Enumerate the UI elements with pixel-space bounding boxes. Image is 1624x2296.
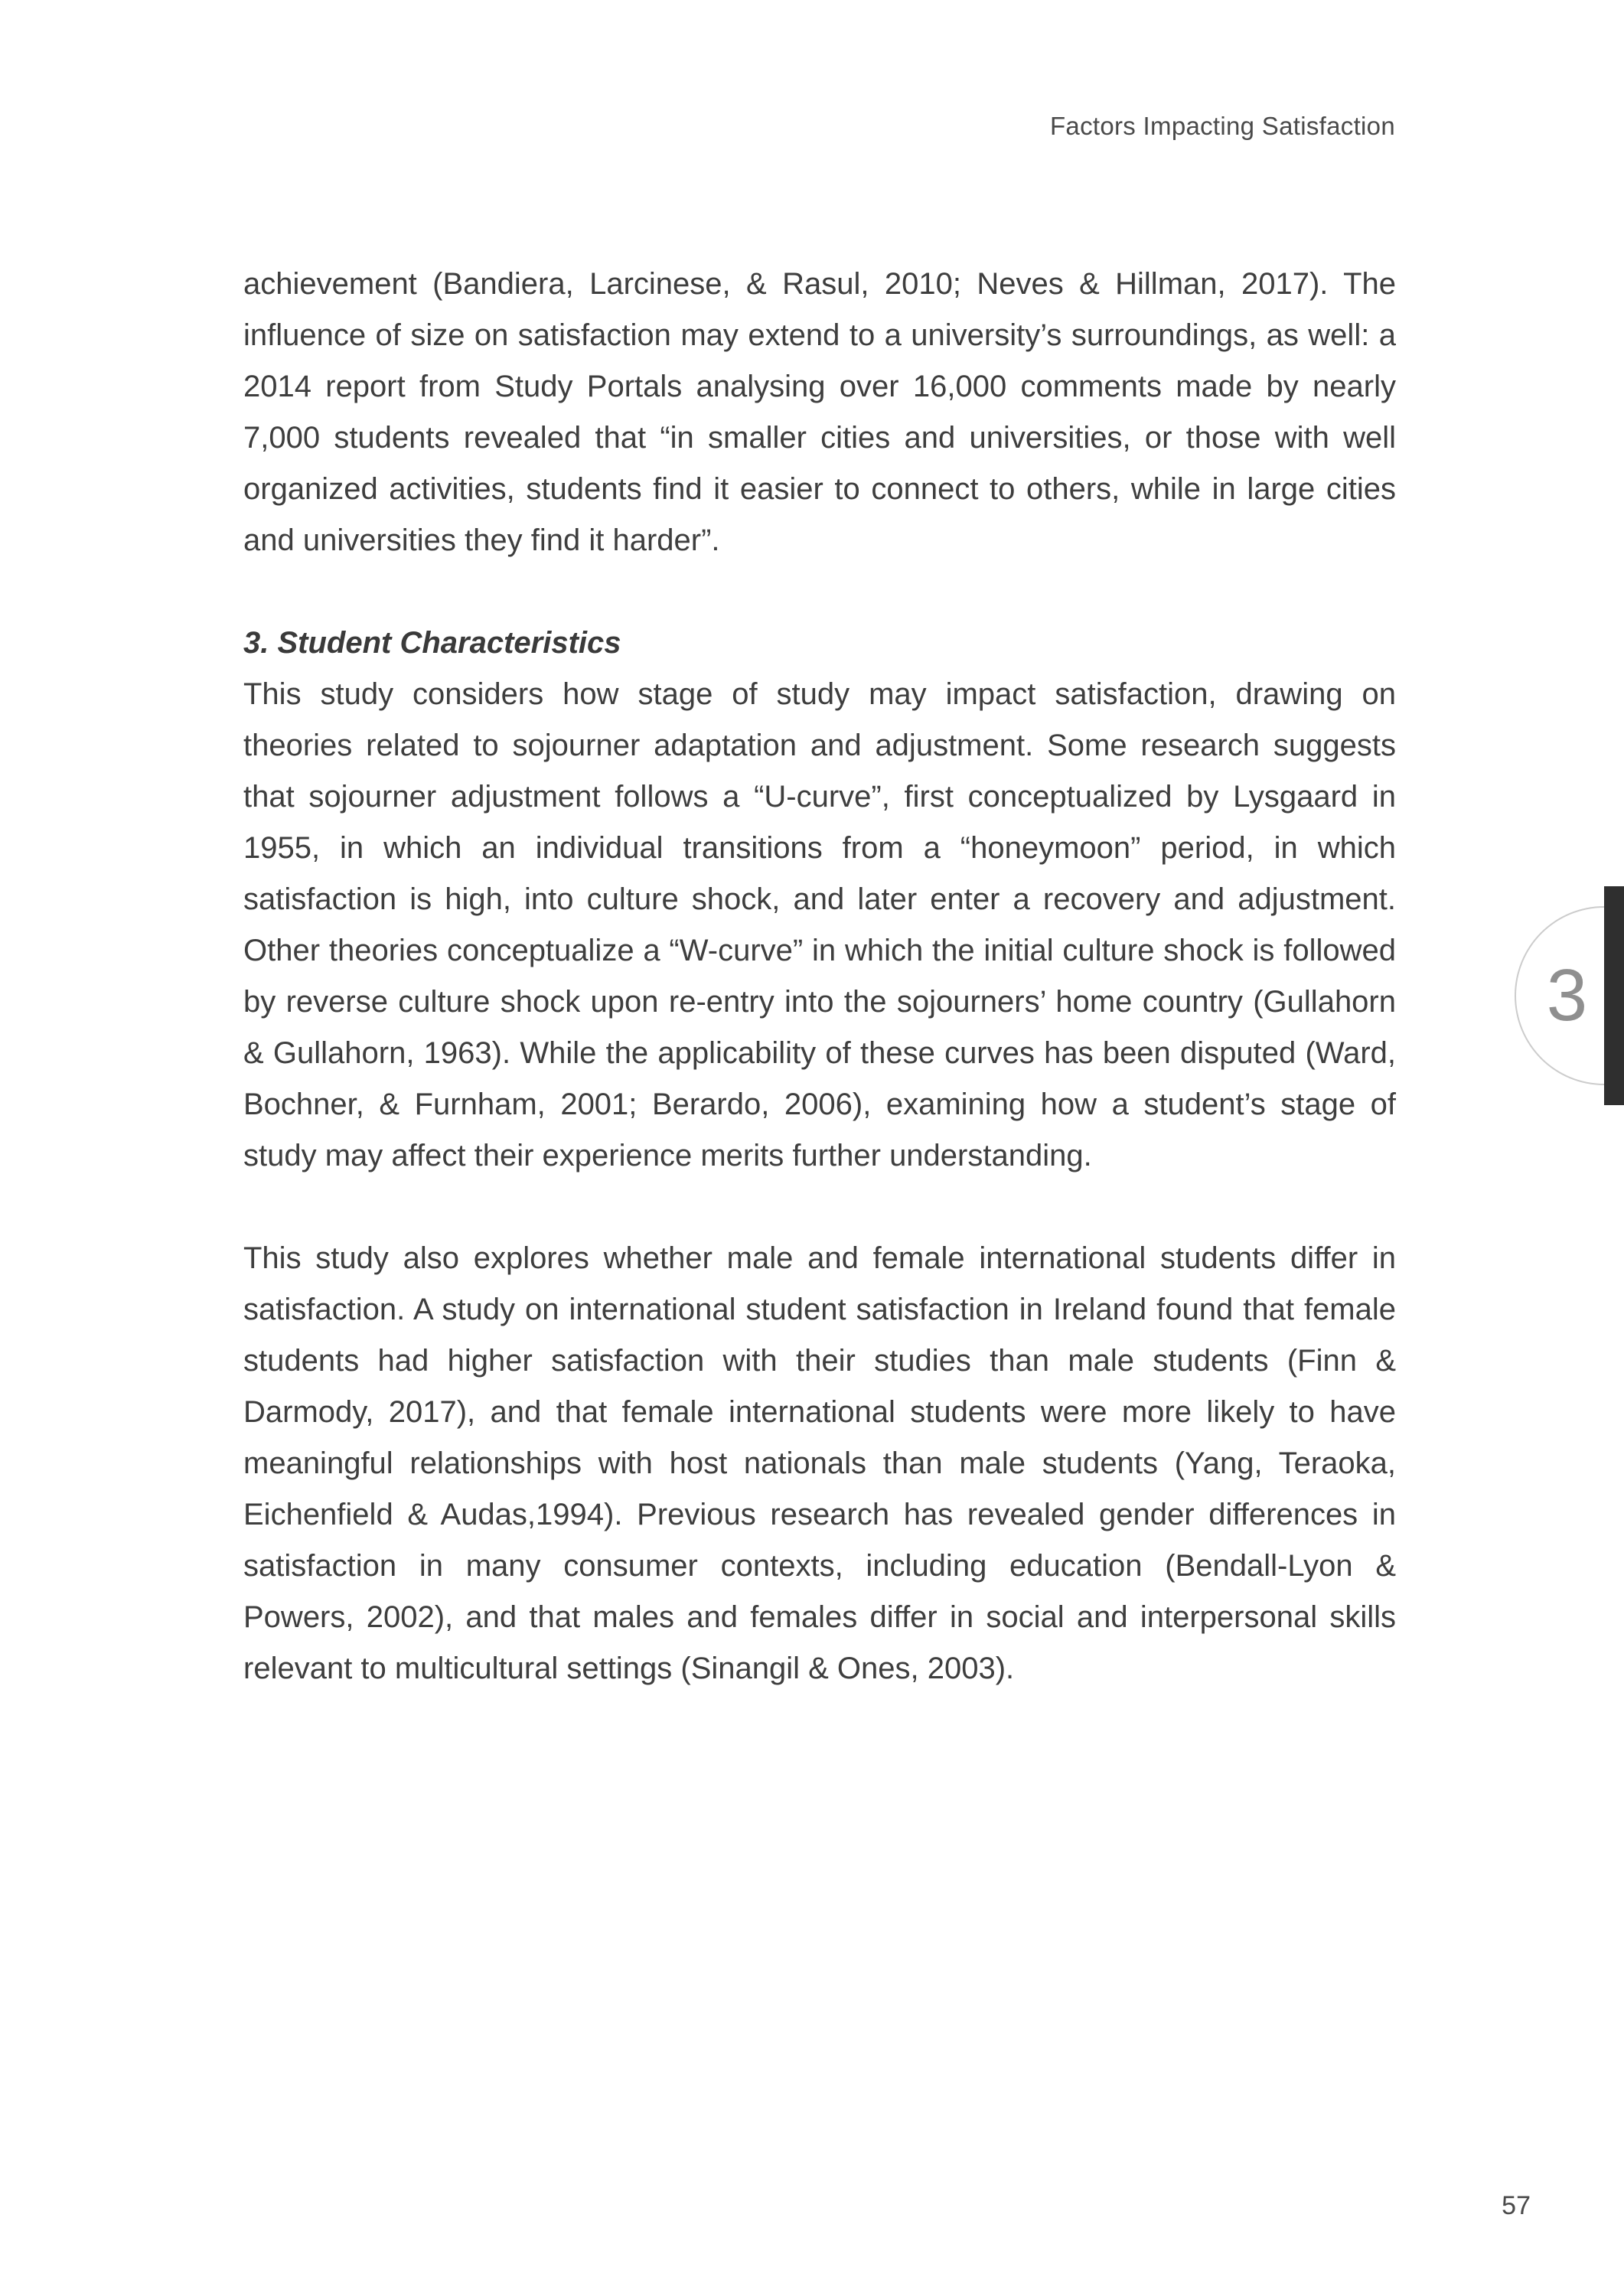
chapter-tab-bar <box>1604 886 1624 1105</box>
paragraph: This study also explores whether male and female international students differ in satisfaction. A study on international student satisfaction in Ireland found that female students had higher satisfaction with their studies than male students (Finn & Darmody, 2017), and that female international students were more likely to have meaningful relationships with host nationals than male students (Yang, Teraoka, Eichenfield & Audas,1994). Previous research has revealed gender differences in satisfaction in many consumer contexts, including education (Bendall-Lyon & Powers, 2002), and that males and females differ in social and interpersonal skills relevant to multicultural settings (Sinangil & Ones, 2003). <box>243 1241 1396 1685</box>
chapter-number: 3 <box>1546 954 1588 1036</box>
chapter-tab <box>1410 886 1624 1105</box>
running-header: Factors Impacting Satisfaction <box>1049 112 1395 140</box>
section-heading: 3. Student Characteristics <box>243 626 621 660</box>
paragraph: This study considers how stage of study may impact satisfaction, drawing on theories related to sojourner adaptation and adjustment. Some research suggests that sojourner adjustment follows a “U-curve”, first conceptualized by Lysgaard in 1955, in which an individual transitions from a “honeymoon” period, in which satisfaction is high, into culture shock, and later enter a recovery and adjustment. Other theories conceptualize a “W-curve” in which the initial culture shock is followed by reverse culture shock upon re-entry into the sojourners’ home country (Gullahorn & Gullahorn, 1963). While the applicability of these curves has been disputed (Ward, Bochner, & Furnham, 2001; Berardo, 2006), examining how a student’s stage of study may affect their experience merits further understanding. <box>243 677 1396 1172</box>
body-text-block <box>243 259 1396 1694</box>
paragraph: achievement (Bandiera, Larcinese, & Rasul, 2010; Neves & Hillman, 2017). The influence of size on satisfaction may extend to a university’s surroundings, as well: a 2014 report from Study Portals analysing over 16,000 comments made by nearly 7,000 students revealed that “in smaller cities and universities, or those with well organized activities, students find it easier to connect to others, while in large cities and universities they find it harder”. <box>243 267 1396 557</box>
chapter-tab-circle <box>1515 906 1604 1085</box>
page-number: 57 <box>1502 2191 1531 2220</box>
